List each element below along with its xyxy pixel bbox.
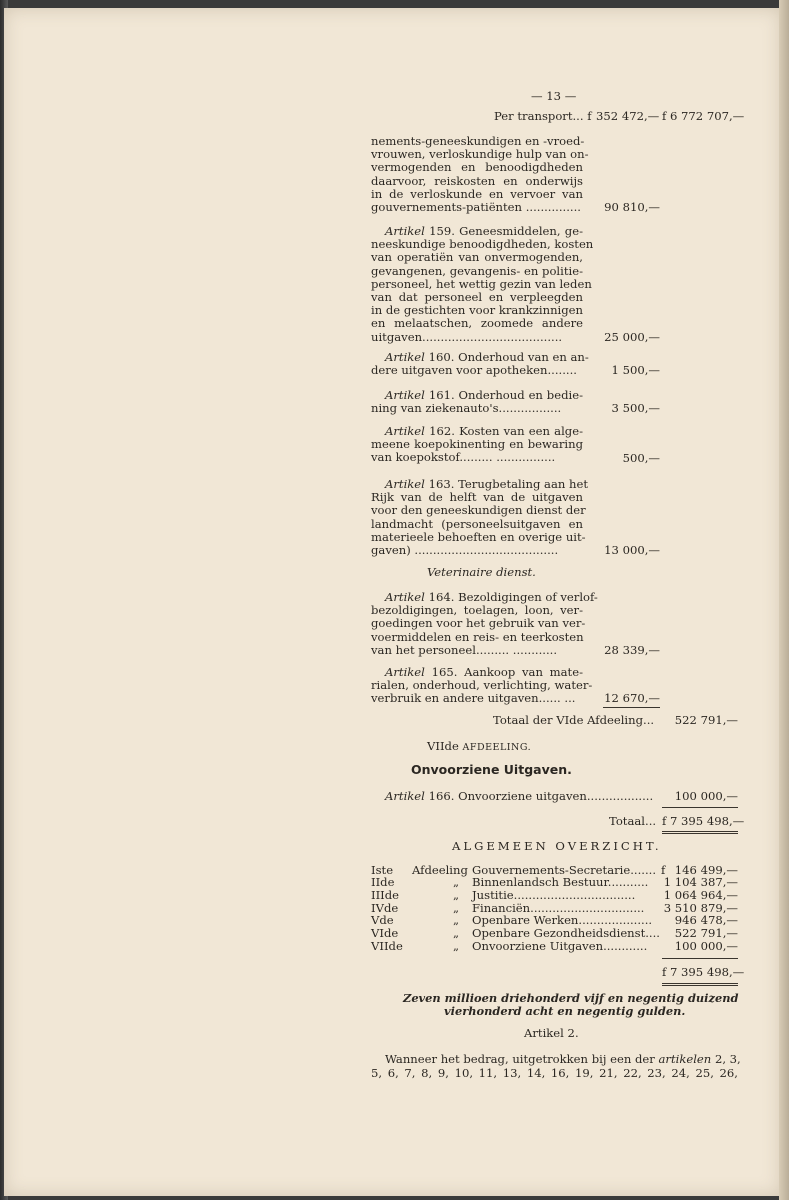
artikel-word: Artikel: [385, 388, 425, 402]
overzicht-amount: 1 104 387,—: [663, 875, 738, 889]
artikel-159: [371, 224, 594, 344]
text-line: goedingen voor het gebruik van ver-: [371, 616, 586, 631]
amount-160: 1 500,—: [611, 363, 660, 377]
text-line: in de gestichten voor krankzinnigen: [371, 303, 583, 318]
text-line: uitgaven......................................: [371, 329, 563, 344]
overzicht-rule: [662, 958, 738, 959]
overzicht-afd: „: [453, 875, 460, 889]
afdeeling-word: AFDEELING.: [462, 742, 532, 753]
overzicht-name: Justitie.................................: [472, 888, 636, 902]
text-line: rialen, onderhoud, verlichting, water-: [371, 678, 593, 693]
text-line: van dat personeel en verpleegden: [371, 290, 583, 305]
overzicht-amount: 146 499,—: [674, 863, 738, 877]
text-line: van het personeel......... ............: [371, 642, 558, 657]
text-line: dere uitgaven voor apotheken........: [371, 363, 577, 378]
artikel-word: Artikel: [385, 789, 425, 803]
text-line: Rijk van de helft van de uitgaven: [371, 490, 583, 505]
text-fragment: 162. Kosten van een alge-: [429, 424, 583, 438]
amount-in-words-line1: Zeven millioen driehonderd vijf en negentig duizend: [403, 991, 739, 1005]
artikel-161: [371, 389, 583, 415]
overzicht-amount: 946 478,—: [674, 913, 738, 927]
overzicht-num: VIde: [371, 926, 399, 940]
totaal-label: Totaal...: [609, 814, 657, 828]
overzicht-amount: 3 510 879,—: [663, 901, 738, 915]
text-fragment: 161. Onderhoud en bedie-: [428, 388, 584, 402]
text-line: gaven) .......................................: [371, 543, 559, 558]
totaal-rule-2: [662, 833, 738, 834]
amount-165: 12 670,—: [604, 691, 660, 705]
text-line: ning van ziekenauto's.................: [371, 401, 562, 416]
overzicht-name: Openbare Werken....................: [472, 913, 653, 927]
text-line: voor den geneeskundigen dienst der: [371, 503, 586, 518]
overzicht-num: VIIde: [371, 939, 403, 953]
text-line: nements-geneeskundigen en -vroed-: [371, 134, 585, 148]
veterinaire-heading: Veterinaire dienst.: [427, 565, 536, 579]
artikel-163: [371, 477, 589, 558]
text-line: daarvoor, reiskosten en onderwijs: [371, 173, 583, 188]
grand-total-rule-2: [662, 985, 738, 986]
overzicht-currency: f: [661, 863, 666, 877]
artikel-2-heading: Artikel 2.: [524, 1026, 579, 1040]
totaal-vi-label: Totaal der VIde Afdeeling...: [493, 713, 655, 727]
amount-in-words-line2: vierhonderd acht en negentig gulden.: [444, 1004, 686, 1018]
text-fragment: 166. Onvoorziene uitgaven..................: [428, 789, 654, 803]
overzicht-amount: 100 000,—: [674, 939, 738, 953]
text-line: vermogenden en benoodigdheden: [371, 160, 583, 175]
artikel-160: [371, 350, 589, 378]
amount-159: 25 000,—: [604, 330, 660, 344]
amount-163: 13 000,—: [604, 543, 660, 557]
overzicht-num: IVde: [371, 901, 399, 915]
text-fragment: 160. Onderhoud van en an-: [428, 350, 589, 364]
overzicht-afd: „: [453, 939, 460, 953]
text-line: voermiddelen en reis- en teerkosten: [371, 629, 584, 644]
grand-total-rule-1: [662, 983, 738, 984]
artikel-162: [371, 425, 583, 465]
totaal-vi-amount: 522 791,—: [674, 713, 738, 727]
totaal-rule-1: [662, 831, 738, 832]
artikel-word: Artikel: [385, 224, 425, 238]
text-line: meene koepokinenting en bewaring: [371, 437, 583, 452]
text-fragment-italic: artikelen: [658, 1052, 712, 1066]
amount-166: 100 000,—: [674, 789, 738, 803]
text-line: vrouwen, verloskundige hulp van on-: [371, 147, 589, 162]
overzicht-name: Onvoorziene Uitgaven............: [472, 939, 648, 953]
text-line: materieele behoeften en overige uit-: [371, 529, 586, 544]
text-fragment: Wanneer het bedrag, uitgetrokken bij een der: [385, 1052, 655, 1066]
text-line: in de verloskunde en vervoer van: [371, 186, 583, 201]
overzicht-name: Openbare Gezondheidsdienst....: [472, 926, 660, 940]
text-line: neeskundige benoodigdheden, kosten: [371, 237, 594, 252]
totaal-amount: f 7 395 498,—: [662, 814, 745, 828]
grand-total: f 7 395 498,—: [662, 965, 745, 979]
amount-162: 500,—: [622, 451, 660, 465]
text-line: landmacht (personeelsuitgaven en: [371, 516, 583, 531]
overzicht-heading: ALGEMEEN OVERZICHT.: [452, 839, 662, 853]
artikel-word: Artikel: [385, 477, 425, 491]
transport-subtotal: 352 472,—: [596, 109, 660, 123]
text-fragment: 164. Bezoldigingen of verlof-: [428, 590, 598, 604]
amount-161: 3 500,—: [611, 401, 660, 415]
artikel-word: Artikel: [385, 665, 425, 679]
artikel-164: [371, 590, 598, 657]
overzicht-num: Vde: [371, 913, 394, 927]
overzicht-num: Iste: [371, 863, 394, 877]
text-fragment: 159. Geneesmiddelen, ge-: [429, 224, 583, 238]
subtotal-rule: [603, 707, 660, 708]
overzicht-afd: „: [453, 913, 460, 927]
amount-164: 28 339,—: [604, 643, 660, 657]
afdeeling-vii-heading: [427, 740, 531, 754]
onvoorziene-heading: Onvoorziene Uitgaven.: [411, 762, 572, 777]
overzicht-afd: „: [453, 888, 460, 902]
overzicht-name: Gouvernements-Secretarie.......: [472, 863, 657, 877]
text-line: personeel, het wettig gezin van leden: [371, 276, 592, 291]
transport-label: Per transport... f: [494, 109, 592, 123]
overzicht-amount: 1 064 964,—: [663, 888, 738, 902]
text-line: gevangenen, gevangenis- en politie-: [371, 263, 583, 278]
artikel-word: Artikel: [385, 590, 425, 604]
text-line: van operatiën van onvermogenden,: [371, 250, 583, 265]
artikel-165: [371, 665, 593, 706]
overzicht-num: IIde: [371, 875, 395, 889]
final-paragraph-line1: [371, 1052, 741, 1066]
total-rule: [662, 807, 738, 808]
page-number: — 13 —: [531, 89, 577, 103]
overzicht-name: Financiën...............................: [472, 901, 645, 915]
overzicht-afd: Afdeeling: [412, 863, 468, 877]
artikel-word: Artikel: [385, 424, 425, 438]
overzicht-afd: „: [453, 926, 460, 940]
text-fragment: 165. Aankoop van mate-: [431, 665, 583, 679]
text-line: gouvernements-patiënten ...............: [371, 200, 581, 215]
item-continuation: [371, 134, 589, 215]
text-line: en melaatschen, zoomede andere: [371, 316, 583, 331]
overzicht-afd: „: [453, 901, 460, 915]
amount-continuation: 90 810,—: [604, 200, 660, 214]
text-fragment: 2, 3,: [714, 1052, 741, 1066]
scan-right-edge: [779, 0, 789, 1200]
transport-total: f 6 772 707,—: [662, 109, 745, 123]
afdeeling-number: VIIde: [427, 739, 459, 753]
overzicht-amount: 522 791,—: [674, 926, 738, 940]
text-line: verbruik en andere uitgaven...... ...: [371, 691, 576, 706]
overzicht-name: Binnenlandsch Bestuur...........: [472, 875, 649, 889]
text-line: bezoldigingen, toelagen, loon, ver-: [371, 603, 583, 618]
final-paragraph-line2: 5, 6, 7, 8, 9, 10, 11, 13, 14, 16, 19, 21, 22, 23, 24, 25, 26,: [371, 1066, 738, 1080]
text-fragment: 163. Terugbetaling aan het: [428, 477, 589, 491]
overzicht-num: IIIde: [371, 888, 400, 902]
artikel-166: [385, 790, 653, 803]
artikel-word: Artikel: [385, 350, 425, 364]
text-line: van koepokstof......... ................: [371, 450, 556, 465]
